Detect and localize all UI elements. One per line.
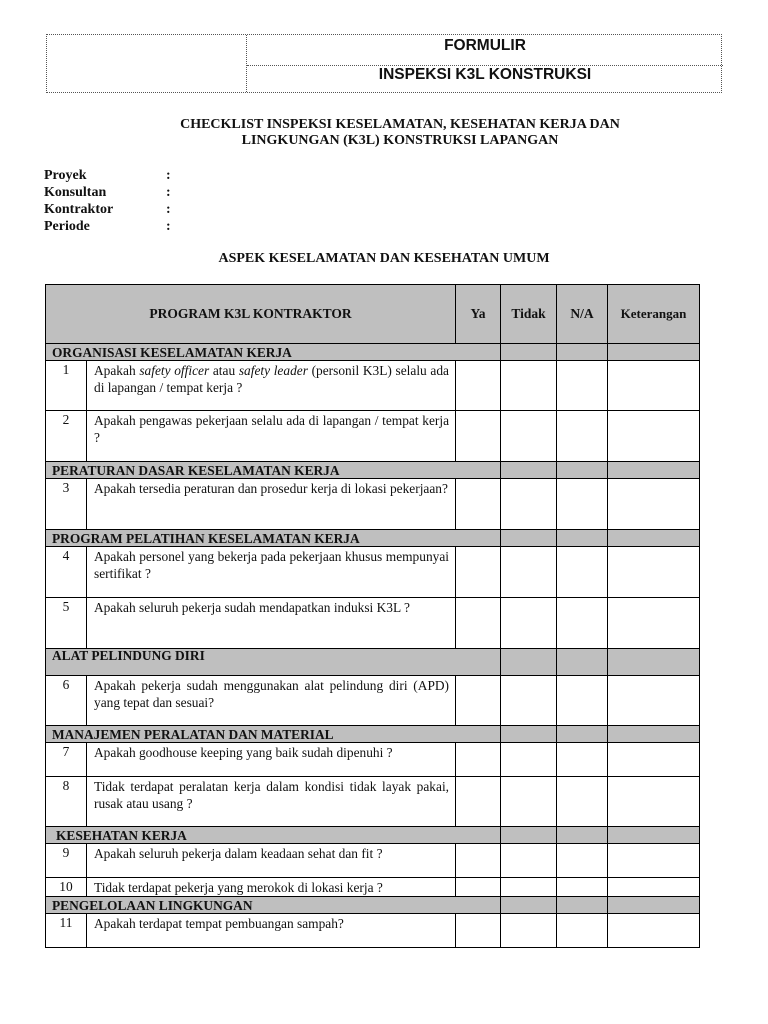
item-question: Apakah terdapat tempat pembuangan sampah? — [87, 914, 456, 948]
tidak-cell[interactable] — [501, 598, 557, 649]
header-ya: Ya — [456, 285, 501, 344]
table-row — [46, 547, 700, 598]
section-title: PENGELOLAAN LINGKUNGAN — [46, 897, 501, 914]
table-row — [46, 777, 700, 827]
section-cell — [557, 897, 608, 914]
section-cell — [501, 462, 557, 479]
meta-colon: : — [166, 185, 171, 200]
section-title: KESEHATAN KERJA — [46, 827, 501, 844]
meta-colon: : — [166, 168, 171, 183]
ya-cell[interactable] — [456, 777, 501, 827]
item-number: 1 — [46, 361, 87, 411]
section-cell — [608, 897, 700, 914]
tidak-cell[interactable] — [501, 777, 557, 827]
form-title: FORMULIR — [444, 37, 526, 54]
keterangan-cell[interactable] — [608, 479, 700, 530]
na-cell[interactable] — [557, 743, 608, 777]
item-number: 9 — [46, 844, 87, 878]
meta-colon: : — [166, 219, 171, 234]
form-subtitle: INSPEKSI K3L KONSTRUKSI — [378, 66, 592, 83]
tidak-cell[interactable] — [501, 844, 557, 878]
ya-cell[interactable] — [456, 676, 501, 726]
na-cell[interactable] — [557, 598, 608, 649]
item-question: Apakah safety officer atau safety leader (personil K3L) selalu ada di lapangan / tempat kerja ? — [87, 361, 456, 411]
section-cell — [501, 897, 557, 914]
ya-cell[interactable] — [456, 547, 501, 598]
section-cell — [557, 344, 608, 361]
keterangan-cell[interactable] — [608, 743, 700, 777]
logo-cell — [47, 35, 247, 92]
item-number: 4 — [46, 547, 87, 598]
keterangan-cell[interactable] — [608, 777, 700, 827]
section-title: ORGANISASI KESELAMATAN KERJA — [46, 344, 501, 361]
section-cell — [557, 827, 608, 844]
table-row — [46, 878, 700, 897]
item-question: Apakah seluruh pekerja sudah mendapatkan induksi K3L ? — [87, 598, 456, 649]
section-cell — [557, 726, 608, 743]
ya-cell[interactable] — [456, 361, 501, 411]
section-cell — [501, 530, 557, 547]
checklist-title-line2: LINGKUNGAN (K3L) KONSTRUKSI LAPANGAN — [241, 133, 559, 148]
item-question: Apakah pengawas pekerjaan selalu ada di lapangan / tempat kerja ? — [87, 411, 456, 462]
na-cell[interactable] — [557, 411, 608, 462]
tidak-cell[interactable] — [501, 411, 557, 462]
checklist-title-line1: CHECKLIST INSPEKSI KESELAMATAN, KESEHATAN KERJA DAN — [180, 117, 620, 132]
section-cell — [501, 726, 557, 743]
item-question: Tidak terdapat pekerja yang merokok di lokasi kerja ? — [87, 878, 456, 897]
item-question: Tidak terdapat peralatan kerja dalam kondisi tidak layak pakai, rusak atau usang ? — [87, 777, 456, 827]
table-row — [46, 411, 700, 462]
table-row — [46, 676, 700, 726]
tidak-cell[interactable] — [501, 878, 557, 897]
tidak-cell[interactable] — [501, 479, 557, 530]
meta-label: Konsultan — [44, 185, 107, 200]
section-row — [46, 462, 700, 479]
section-row — [46, 530, 700, 547]
item-number: 3 — [46, 479, 87, 530]
section-cell — [608, 827, 700, 844]
tidak-cell[interactable] — [501, 676, 557, 726]
na-cell[interactable] — [557, 547, 608, 598]
table-row — [46, 361, 700, 411]
section-row — [46, 344, 700, 361]
section-row — [46, 897, 700, 914]
section-cell — [557, 462, 608, 479]
ya-cell[interactable] — [456, 878, 501, 897]
item-number: 2 — [46, 411, 87, 462]
header-na: N/A — [557, 285, 608, 344]
section-title: PERATURAN DASAR KESELAMATAN KERJA — [46, 462, 501, 479]
aspect-title: ASPEK KESELAMATAN DAN KESEHATAN UMUM — [218, 251, 550, 266]
na-cell[interactable] — [557, 361, 608, 411]
ya-cell[interactable] — [456, 598, 501, 649]
ya-cell[interactable] — [456, 743, 501, 777]
table-row — [46, 844, 700, 878]
keterangan-cell[interactable] — [608, 878, 700, 897]
na-cell[interactable] — [557, 676, 608, 726]
meta-colon: : — [166, 202, 171, 217]
meta-label: Periode — [44, 219, 90, 234]
section-title: MANAJEMEN PERALATAN DAN MATERIAL — [46, 726, 501, 743]
section-title: PROGRAM PELATIHAN KESELAMATAN KERJA — [46, 530, 501, 547]
section-row — [46, 726, 700, 743]
ya-cell[interactable] — [456, 914, 501, 948]
na-cell[interactable] — [557, 479, 608, 530]
item-question: Apakah tersedia peraturan dan prosedur kerja di lokasi pekerjaan? — [87, 479, 456, 530]
section-cell — [557, 530, 608, 547]
form-header-box — [46, 34, 722, 93]
section-row — [46, 827, 700, 844]
item-number: 8 — [46, 777, 87, 827]
tidak-cell[interactable] — [501, 547, 557, 598]
item-number: 7 — [46, 743, 87, 777]
table-row — [46, 598, 700, 649]
keterangan-cell[interactable] — [608, 547, 700, 598]
tidak-cell[interactable] — [501, 361, 557, 411]
table-row — [46, 743, 700, 777]
header-keterangan: Keterangan — [608, 285, 700, 344]
meta-label: Kontraktor — [44, 202, 114, 217]
section-cell — [501, 649, 557, 676]
item-question: Apakah goodhouse keeping yang baik sudah dipenuhi ? — [87, 743, 456, 777]
section-cell — [501, 344, 557, 361]
keterangan-cell[interactable] — [608, 844, 700, 878]
table-header-row — [46, 285, 700, 344]
checklist-title — [0, 117, 768, 149]
keterangan-cell[interactable] — [608, 411, 700, 462]
header-tidak: Tidak — [501, 285, 557, 344]
keterangan-cell[interactable] — [608, 598, 700, 649]
tidak-cell[interactable] — [501, 914, 557, 948]
section-cell — [608, 530, 700, 547]
keterangan-cell[interactable] — [608, 361, 700, 411]
section-cell — [557, 649, 608, 676]
na-cell[interactable] — [557, 777, 608, 827]
tidak-cell[interactable] — [501, 743, 557, 777]
table-row — [46, 914, 700, 948]
ya-cell[interactable] — [456, 479, 501, 530]
section-title: ALAT PELINDUNG DIRI — [46, 649, 501, 676]
na-cell[interactable] — [557, 878, 608, 897]
section-cell — [608, 649, 700, 676]
item-question: Apakah pekerja sudah menggunakan alat pelindung diri (APD) yang tepat dan sesuai? — [87, 676, 456, 726]
section-cell — [501, 827, 557, 844]
header-program: PROGRAM K3L KONTRAKTOR — [46, 285, 456, 344]
item-number: 5 — [46, 598, 87, 649]
meta-label: Proyek — [44, 168, 87, 183]
item-number: 6 — [46, 676, 87, 726]
table-row — [46, 479, 700, 530]
na-cell[interactable] — [557, 914, 608, 948]
na-cell[interactable] — [557, 844, 608, 878]
keterangan-cell[interactable] — [608, 914, 700, 948]
item-number: 11 — [46, 914, 87, 948]
item-question: Apakah personel yang bekerja pada pekerjaan khusus mempunyai sertifikat ? — [87, 547, 456, 598]
section-cell — [608, 462, 700, 479]
section-cell — [608, 726, 700, 743]
section-row — [46, 649, 700, 676]
checklist-table — [45, 284, 700, 948]
keterangan-cell[interactable] — [608, 676, 700, 726]
item-question: Apakah seluruh pekerja dalam keadaan sehat dan fit ? — [87, 844, 456, 878]
ya-cell[interactable] — [456, 844, 501, 878]
ya-cell[interactable] — [456, 411, 501, 462]
section-cell — [608, 344, 700, 361]
item-number: 10 — [46, 878, 87, 897]
